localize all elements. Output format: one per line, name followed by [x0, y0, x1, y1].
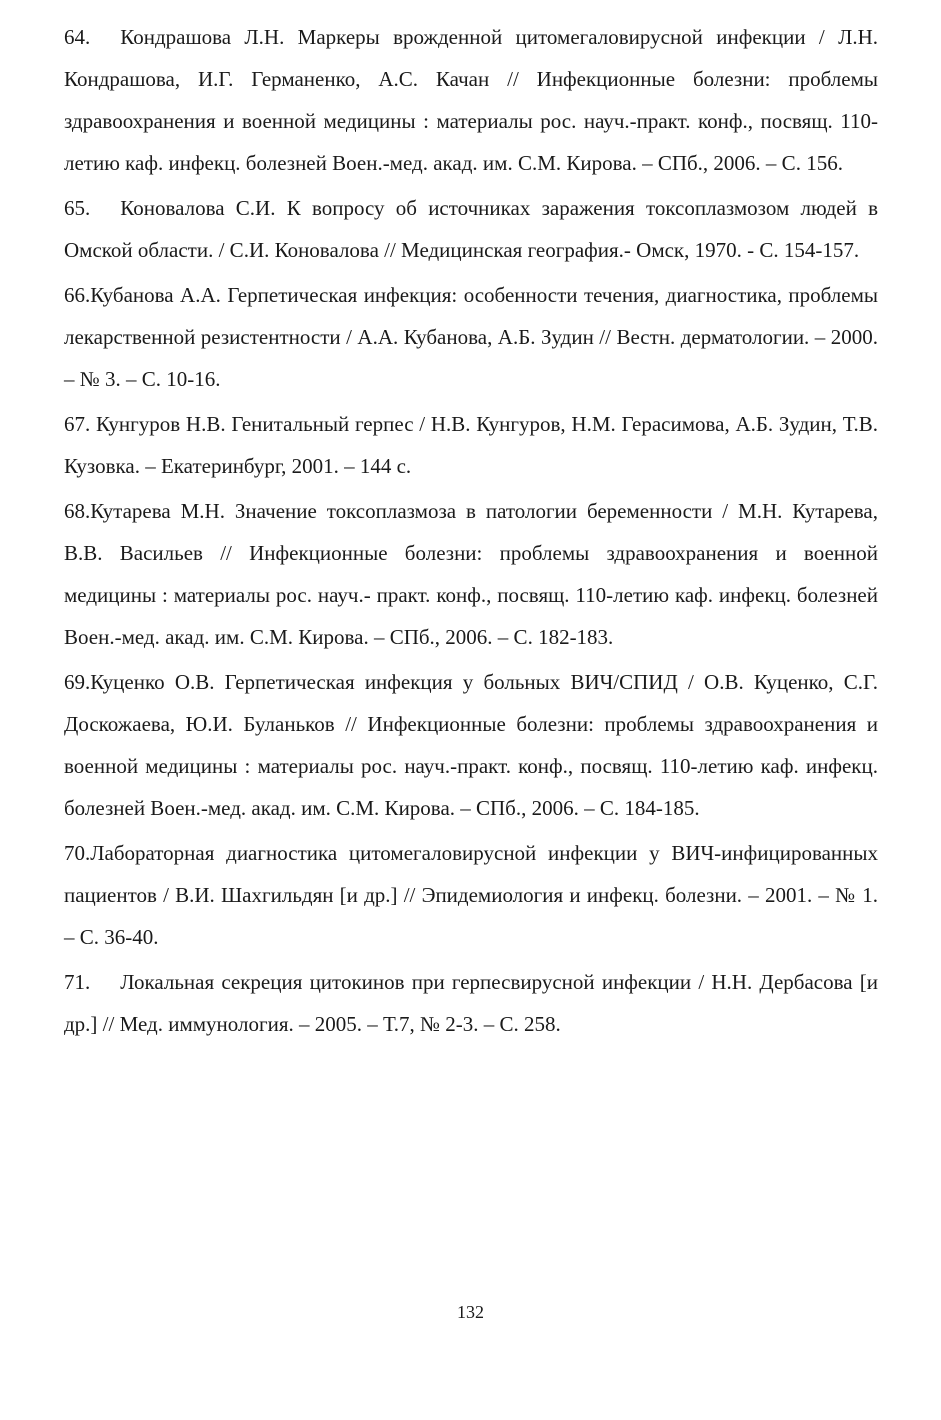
reference-list	[64, 16, 878, 1048]
reference-item-69	[64, 661, 878, 829]
reference-number: 69.	[64, 670, 91, 694]
reference-number: 64.	[64, 25, 91, 49]
reference-number: 70.	[64, 841, 91, 865]
reference-text: Коновалова С.И. К вопросу об источниках заражения токсоплазмозом людей в Омской области. / С.И. Коновалова // Медицинская география.- Омск, 1970. - С. 154-157.	[64, 196, 878, 262]
reference-item-71	[64, 961, 878, 1045]
reference-item-70	[64, 832, 878, 958]
reference-text: Кунгуров Н.В. Генитальный герпес / Н.В. Кунгуров, Н.М. Герасимова, А.Б. Зудин, Т.В. Кузовка. – Екатеринбург, 2001. – 144 с.	[64, 412, 878, 478]
reference-item-67	[64, 403, 878, 487]
reference-text: Локальная секреция цитокинов при герпесвирусной инфекции / Н.Н. Дербасова [и др.] // Мед. иммунология. – 2005. – Т.7, № 2-3. – С. 258.	[64, 970, 878, 1036]
reference-item-66	[64, 274, 878, 400]
reference-item-65	[64, 187, 878, 271]
reference-number: 66.	[64, 283, 91, 307]
reference-item-68	[64, 490, 878, 658]
reference-text: Кубанова А.А. Герпетическая инфекция: особенности течения, диагностика, проблемы лекарственной резистентности / А.А. Кубанова, А.Б. Зудин // Вестн. дерматологии. – 2000. – № 3. – С. 10-16.	[64, 283, 878, 391]
reference-number: 65.	[64, 196, 91, 220]
reference-item-64	[64, 16, 878, 184]
reference-number: 67.	[64, 412, 91, 436]
reference-text: Кутарева М.Н. Значение токсоплазмоза в патологии беременности / М.Н. Кутарева, В.В. Васильев // Инфекционные болезни: проблемы здравоохранения и военной медицины : материалы рос. науч.- практ. конф., посвящ. 110-летию каф. инфекц. болезней Воен.-мед. акад. им. С.М. Кирова. – СПб., 2006. – С. 182-183.	[64, 499, 878, 649]
reference-text: Лабораторная диагностика цитомегаловирусной инфекции у ВИЧ-инфицированных пациентов / В.И. Шахгильдян [и др.] // Эпидемиология и инфекц. болезни. – 2001. – № 1. – С. 36-40.	[64, 841, 878, 949]
reference-text: Куценко О.В. Герпетическая инфекция у больных ВИЧ/СПИД / О.В. Куценко, С.Г. Доскожаева, Ю.И. Буланьков // Инфекционные болезни: проблемы здравоохранения и военной медицины : материалы рос. науч.-практ. конф., посвящ. 110-летию каф. инфекц. болезней Воен.-мед. акад. им. С.М. Кирова. – СПб., 2006. – С. 184-185.	[64, 670, 878, 820]
reference-number: 71.	[64, 970, 91, 994]
reference-number: 68.	[64, 499, 91, 523]
reference-text: Кондрашова Л.Н. Маркеры врожденной цитомегаловирусной инфекции / Л.Н. Кондрашова, И.Г. Германенко, А.С. Качан // Инфекционные болезни: проблемы здравоохранения и военной медицины : материалы рос. науч.-практ. конф., посвящ. 110-летию каф. инфекц. болезней Воен.-мед. акад. им. С.М. Кирова. – СПб., 2006. – С. 156.	[64, 25, 878, 175]
page-number: 132	[457, 1302, 484, 1322]
